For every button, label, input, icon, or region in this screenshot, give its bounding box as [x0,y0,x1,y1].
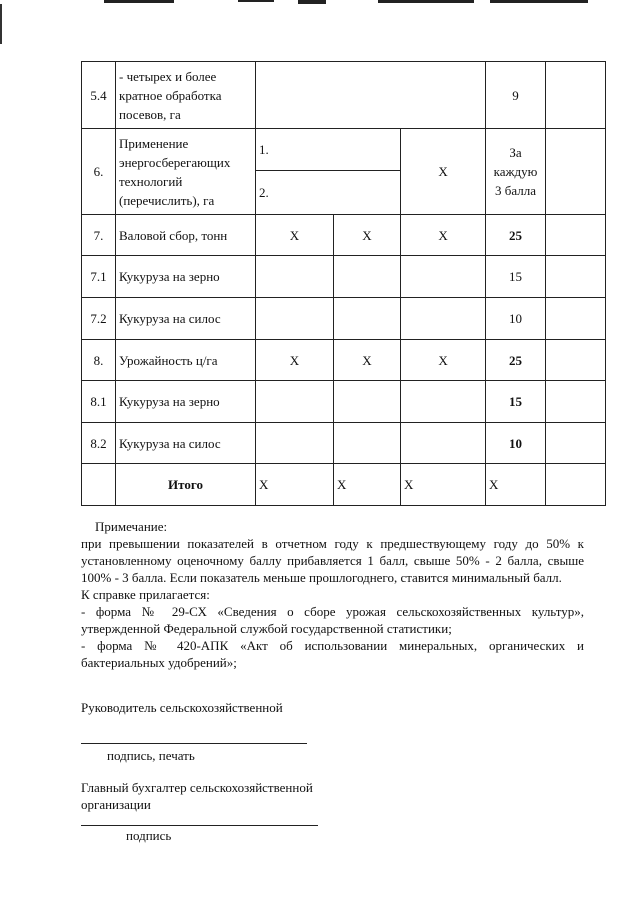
table-row [82,62,606,129]
result-cell [546,215,606,256]
x-mark: X [401,464,486,506]
x-mark: X [334,340,401,381]
table-row [82,423,606,464]
value-cell [401,298,486,340]
note-text: при превышении показателей в отчетном году к предшествующему году до 50% к установленному оценочному баллу прибавляется 1 балл, свыше 50% - 2 балла, свыше 100% - 3 балла. Если показатель меньше прошлогоднего, ставится минимальный балл. [81,536,584,585]
table-row [82,381,606,423]
result-cell [546,298,606,340]
result-cell [546,381,606,423]
score-cell: 10 [486,423,546,464]
note-block [81,518,584,671]
technology-item-2: 2. [256,171,401,215]
signature-line [81,825,318,826]
value-cell [401,381,486,423]
scan-mark [490,0,588,3]
scan-artifact-top [0,0,639,8]
score-cell: 25 [486,340,546,381]
value-cell [334,298,401,340]
scan-mark [378,0,474,3]
value-cell [256,381,334,423]
x-mark: X [401,340,486,381]
row-label: - четырех и более кратное обработка посевов, га [116,62,256,129]
attachment-heading: К справке прилагается: [81,587,210,602]
row-number [82,464,116,506]
score-cell: За каждую 3 балла [486,129,546,215]
accountant-label-line: Главный бухгалтер сельскохозяйственной [81,780,313,795]
x-mark: X [486,464,546,506]
row-label: Валовой сбор, тонн [116,215,256,256]
row-label: Кукуруза на зерно [116,256,256,298]
table-row-total [82,464,606,506]
table-row [82,298,606,340]
table-row [82,215,606,256]
score-cell: 25 [486,215,546,256]
technology-item-1: 1. [256,129,401,171]
attachment-item: - форма № 420-АПК «Акт об использовании минеральных, органических и бактериальных удобрений»; [81,638,584,670]
row-number: 5.4 [82,62,116,129]
value-cell [256,298,334,340]
x-mark: X [256,215,334,256]
value-cell [256,62,486,129]
row-label: Кукуруза на зерно [116,381,256,423]
value-cell [256,256,334,298]
value-cell [401,423,486,464]
x-mark: X [334,464,401,506]
row-label: Применение энергосберегающих технологий (перечислить), га [116,129,256,215]
score-cell: 10 [486,298,546,340]
scan-mark [104,0,174,3]
signature-line [81,743,307,744]
score-cell: 15 [486,256,546,298]
table-row [82,340,606,381]
row-number: 8. [82,340,116,381]
result-cell [546,62,606,129]
head-signature-label: Руководитель сельскохозяйственной [81,700,283,715]
table-row [82,129,606,171]
result-cell [546,129,606,215]
row-label: Урожайность ц/га [116,340,256,381]
table-row [82,256,606,298]
row-number: 8.2 [82,423,116,464]
result-cell [546,256,606,298]
attachment-item: - форма № 29-СХ «Сведения о сборе урожая сельскохозяйственных культур», утвержденной Федеральной службой государственной статистики; [81,604,584,636]
accountant-signature-label [81,779,313,813]
value-cell [401,256,486,298]
signature-caption: подпись, печать [107,748,195,763]
row-number: 6. [82,129,116,215]
row-number: 7.1 [82,256,116,298]
x-mark: X [401,215,486,256]
result-cell [546,340,606,381]
value-cell [334,423,401,464]
scan-artifact-left [0,4,2,44]
score-cell: 15 [486,381,546,423]
row-number: 8.1 [82,381,116,423]
row-number: 7.2 [82,298,116,340]
x-mark: X [334,215,401,256]
value-cell [334,381,401,423]
row-label: Кукуруза на силос [116,423,256,464]
scan-mark [238,0,274,2]
scan-mark [298,0,326,4]
indicator-table [81,61,606,506]
x-mark: X [256,464,334,506]
score-cell: 9 [486,62,546,129]
result-cell [546,423,606,464]
x-mark: X [401,129,486,215]
accountant-label-line: организации [81,797,151,812]
total-label: Итого [116,464,256,506]
x-mark: X [256,340,334,381]
row-number: 7. [82,215,116,256]
value-cell [334,256,401,298]
row-label: Кукуруза на силос [116,298,256,340]
result-cell [546,464,606,506]
note-heading: Примечание: [95,519,168,534]
value-cell [256,423,334,464]
signature-caption: подпись [126,828,172,843]
